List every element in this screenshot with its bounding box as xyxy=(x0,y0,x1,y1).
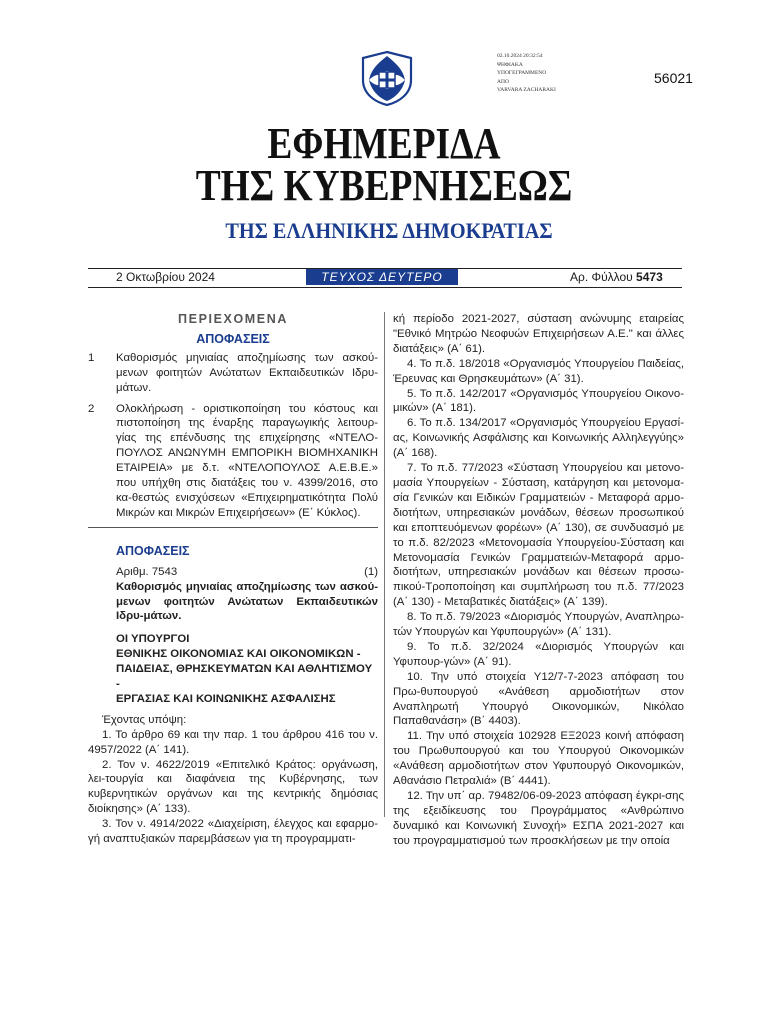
recital-paragraph: 12. Την υπ΄ αρ. 79482/06-09-2023 απόφαση έγκρι-σης της εξειδίκευσης του Προγράμματος «Ανθρώπινο δυναμικό και Κοινωνική Συνοχή» ΕΣΠΑ 2021-2027 και του προγραμματισμού των προσκλήσεων με την οποία xyxy=(393,790,684,847)
contents-heading: ΠΕΡΙΕΧΟΜΕΝΑ xyxy=(178,312,288,326)
ministers-block xyxy=(116,632,378,707)
toc-item[interactable] xyxy=(88,402,378,521)
decision-title: Καθορισμός μηνιαίας αποζημίωσης των ασκού-μενων φοιτητών Ανώτατων Εκπαιδευτικών Ιδρυ-μάτων. xyxy=(116,580,378,623)
gazette-republic: ΤΗΣ ΕΛΛΗΝΙΚΗΣ ΔΗΜΟΚΡΑΤΙΑΣ xyxy=(225,218,553,243)
signature-line: ΥΠΟΓΕΓΡΑΜΜΕΝΟ xyxy=(497,70,547,77)
decision-number-row xyxy=(116,565,378,580)
left-column xyxy=(88,312,378,847)
issue-number: 56021 xyxy=(654,70,693,86)
ministers-line: ΕΘΝΙΚΗΣ ΟΙΚΟΝΟΜΙΑΣ ΚΑΙ ΟΙΚΟΝΟΜΙΚΩΝ - xyxy=(116,648,361,661)
ministers-line: ΕΡΓΑΣΙΑΣ ΚΑΙ ΚΟΙΝΩΝΙΚΗΣ ΑΣΦΑΛΙΣΗΣ xyxy=(116,692,336,705)
issue-series-badge: ΤΕΥΧΟΣ ΔΕΥΤΕΡΟ xyxy=(306,269,458,285)
gazette-subtitle: ΤΗΣ ΚΥΒΕΡΝΗΣΕΩΣ xyxy=(195,161,573,210)
having-regard: Έχοντας υπόψη: xyxy=(102,713,187,726)
toc-item-number: 1 xyxy=(88,351,95,364)
recital-paragraph: 2. Τον ν. 4622/2019 «Επιτελικό Κράτος: οργάνωση, λει-τουργία και διαφάνεια της Κυβέρνησης, των κυβερνητικών οργάνων και της κεντρικής δημόσιας διοίκησης» (Α΄ 133). xyxy=(88,758,378,816)
recital-paragraph: 4. Το π.δ. 18/2018 «Οργανισμός Υπουργείου Παιδείας, Έρευνας και Θρησκευμάτων» (Α΄ 31). xyxy=(393,357,684,385)
sheet-number xyxy=(570,270,663,284)
decision-index: (1) xyxy=(364,565,378,578)
recital-paragraph: 7. Το π.δ. 77/2023 «Σύσταση Υπουργείου και μετονο-μασία Υπουργείων - Σύσταση, κατάργηση και μετονομα-σία Γενικών και Ειδικών Γραμματειών - Μεταφορά αρμο-διοτήτων, υπηρεσιακών μονάδων, θέσεων προσωπικού και εποπτευόμενων φορέων» (Α΄ 130), σε συνδυασμό με το π.δ. 82/2023 «Μετονομασία Υπουργείου-Σύσταση και Μετονομασία Γενικών Γραμματειών-Μεταφορά αρμο-διοτήτων, υπηρεσιακών μονάδων και θέσεων προσω-πικού-Τροποποίηση και συμπλήρωση του π.δ. 77/2023 (Α΄ 130) - Μεταβατικές διατάξεις» (Α΄ 139). xyxy=(393,462,684,609)
ministers-line: ΟΙ ΥΠΟΥΡΓΟΙ xyxy=(116,633,190,646)
gazette-title: ΕΦΗΜΕΡΙΔΑ xyxy=(267,119,501,168)
sheet-value: 5473 xyxy=(636,270,663,284)
issue-date: 2 Οκτωβρίου 2024 xyxy=(116,270,215,284)
sheet-label: Αρ. Φύλλου xyxy=(570,270,633,284)
recital-paragraph: 10. Την υπό στοιχεία Υ12/7-7-2023 απόφαση του Πρω-θυπουργού «Ανάθεση αρμοδιοτήτων στον Αναπληρωτή Υπουργό Οικονομικών, Νικόλαο Παπαθανάση» (Β΄ 4403). xyxy=(393,670,684,728)
signature-line: VARVARA ZACHARAKI xyxy=(497,87,556,94)
contents-section: ΑΠΟΦΑΣΕΙΣ xyxy=(196,331,270,346)
toc-item-text: Ολοκλήρωση - οριστικοποίηση του κόστους και πιστοποίηση της έναρξης παραγωγικής λειτουρ-γίας της επένδυσης της επιχείρησης «ΝΤΕΛΟ-ΠΟΥΛΟΣ ΑΝΩΝΥΜΗ ΕΜΠΟΡΙΚΗ ΒΙΟΜΗΧΑΝΙΚΗ ΕΤΑΙΡΕΙΑ» με δ.τ. «ΝΤΕΛΟΠΟΥΛΟΣ Α.Ε.Β.Ε.» που υπήχθη στις διατάξεις του ν. 4399/2016, στο κα-θεστώς ενισχύσεων «Επιχειρηματικότητα Πολύ Μικρών και Μικρών Επιχειρήσεων» (Ε΄ Κύκλος). xyxy=(116,402,378,519)
recital-paragraph: 5. Το π.δ. 142/2017 «Οργανισμός Υπουργείου Οικονο-μικών» (Α΄ 181). xyxy=(393,387,684,415)
recital-paragraph: 11. Την υπό στοιχεία 102928 ΕΞ2023 κοινή απόφαση του Πρωθυπουργού και του Υπουργού Οικονομικών «Ανάθεση αρμοδιοτήτων στον Υφυπουργό Οικονομικών, Αθανάσιο Πετραλιά» (Β΄ 4441). xyxy=(393,730,684,788)
signature-line: ΨΗΦΙΑΚΑ xyxy=(497,61,523,68)
toc-item-number: 2 xyxy=(88,402,95,415)
section-divider xyxy=(88,527,378,528)
signature-line: ΑΠΟ xyxy=(497,78,509,85)
decision-number: Αριθμ. 7543 xyxy=(116,565,178,578)
toc-item-text: Καθορισμός μηνιαίας αποζημίωσης των ασκού-μενων φοιτητών Ανώτατων Εκπαιδευτικών Ιδρυ-μάτων. xyxy=(116,351,378,394)
signature-line: 02.10.2024 20:32:54 xyxy=(497,53,543,59)
recital-paragraph: 8. Το π.δ. 79/2023 «Διορισμός Υπουργών, Αναπληρω-τών Υπουργών και Υφυπουργών» (Α΄ 131). xyxy=(393,611,684,639)
recital-paragraph: 3. Τον ν. 4914/2022 «Διαχείριση, έλεγχος και εφαρμο-γή αναπτυξιακών παρεμβάσεων για τη προγραμματι- xyxy=(88,818,378,846)
greek-coat-of-arms-icon xyxy=(359,50,415,106)
right-column xyxy=(393,312,684,849)
decisions-heading: ΑΠΟΦΑΣΕΙΣ xyxy=(116,543,190,558)
recital-paragraph: 6. Το π.δ. 134/2017 «Οργανισμός Υπουργείου Εργασί-ας, Κοινωνικής Ασφάλισης και Κοινωνικής Αλληλεγγύης» (Α΄ 168). xyxy=(393,417,684,460)
toc-item[interactable] xyxy=(88,351,378,396)
recital-paragraph: 1. Το άρθρο 69 και την παρ. 1 του άρθρου 416 του ν. 4957/2022 (Α΄ 141). xyxy=(88,728,378,756)
digital-signature xyxy=(497,52,556,95)
ministers-line: ΠΑΙΔΕΙΑΣ, ΘΡΗΣΚΕΥΜΑΤΩΝ ΚΑΙ ΑΘΛΗΤΙΣΜΟΥ - xyxy=(116,663,373,691)
recital-paragraph: 9. Το π.δ. 32/2024 «Διορισμός Υπουργών και Υφυπουρ-γών» (Α΄ 91). xyxy=(393,640,684,668)
column-divider xyxy=(384,312,385,817)
recital-continuation: κή περίοδο 2021-2027, σύσταση ανώνυμης εταιρείας "Εθνικό Μητρώο Νεοφυών Επιχειρήσεων Α.Ε." και άλλες διατάξεις» (Α΄ 61). xyxy=(393,313,684,355)
